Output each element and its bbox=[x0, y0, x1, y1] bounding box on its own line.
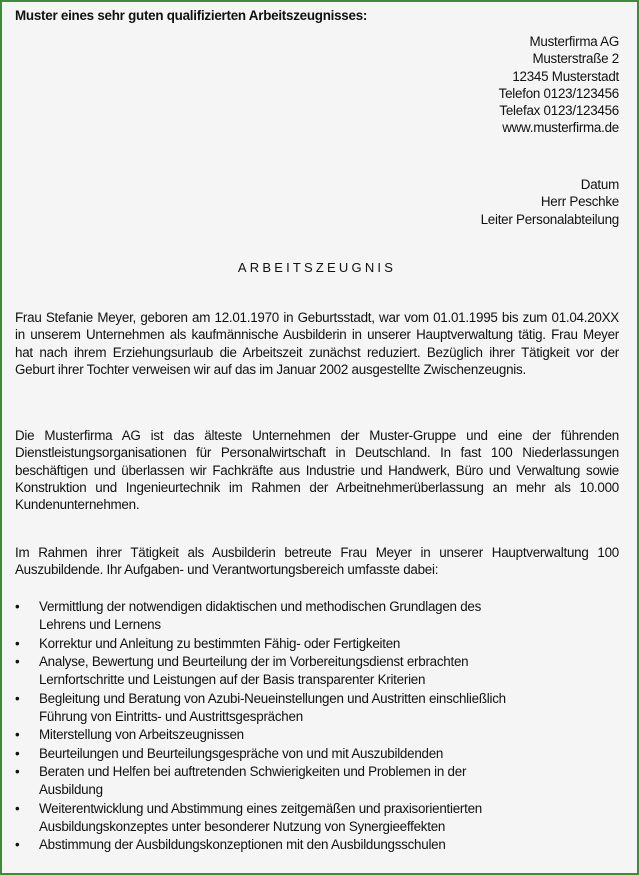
list-item bbox=[15, 635, 619, 653]
document-heading: ARBEITSZEUGNIS bbox=[237, 260, 397, 275]
list-item bbox=[15, 745, 619, 763]
list-item bbox=[15, 836, 619, 854]
list-item-text: Abstimmung der Ausbildungskonzeptionen mit den Ausbildungsschulen bbox=[39, 837, 446, 852]
bullet-icon: • bbox=[15, 764, 20, 779]
company-address bbox=[15, 33, 619, 137]
paragraph-tasks-intro: Im Rahmen ihrer Tätigkeit als Ausbilderin betreute Frau Meyer in unserer Hauptverwaltung 100 Auszubildende. Ihr Aufgaben- und Verantwortungsbereich umfasste dabei: bbox=[15, 545, 619, 578]
company-street: Musterstraße 2 bbox=[532, 51, 619, 67]
signature-block bbox=[15, 176, 619, 228]
bullet-icon: • bbox=[15, 599, 20, 614]
bullet-icon: • bbox=[15, 654, 20, 669]
bullet-icon: • bbox=[15, 727, 20, 742]
list-item-text: Lernfortschritte und Leistungen auf der Basis transparenter Kriterien bbox=[39, 672, 426, 687]
list-item-text: Weiterentwicklung und Abstimmung eines zeitgemäßen und praxisorientierten bbox=[39, 800, 482, 816]
bullet-icon: • bbox=[15, 635, 20, 651]
list-item bbox=[15, 726, 619, 744]
company-city: 12345 Musterstadt bbox=[512, 68, 619, 84]
list-item bbox=[15, 800, 619, 836]
list-item bbox=[15, 763, 619, 799]
list-item bbox=[15, 598, 619, 634]
list-item-text: Begleitung und Beratung von Azubi-Neueinstellungen und Austritten einschließlich bbox=[39, 690, 506, 706]
list-item bbox=[15, 690, 619, 726]
list-item bbox=[15, 653, 619, 689]
date-label: Datum bbox=[580, 177, 619, 192]
company-phone: Telefon 0123/123456 bbox=[498, 85, 619, 101]
paragraph-intro: Frau Stefanie Meyer, geboren am 12.01.1970 in Geburtsstadt, war vom 01.01.1995 bis zum 01.04.20XX in unserem Unternehmen als kaufmännische Ausbilderin in unserer Hauptverwaltung tätig. Frau Meyer hat nach ihrem Erziehungsurlaub die Arbeitszeit zunächst reduziert. Bezüglich ihrer Tätigkeit vor der Geburt ihrer Tochter verweisen wir auf das im Januar 2002 ausgestellte Zwischenzeugnis. bbox=[15, 310, 619, 377]
bullet-icon: • bbox=[15, 837, 20, 852]
list-item-text: Ausbildung bbox=[39, 782, 103, 797]
list-item-text: Miterstellung von Arbeitszeugnissen bbox=[39, 727, 244, 742]
bullet-icon: • bbox=[15, 800, 20, 816]
company-website: www.musterfirma.de bbox=[502, 120, 619, 136]
bullet-icon: • bbox=[15, 690, 20, 706]
company-fax: Telefax 0123/123456 bbox=[499, 103, 619, 119]
list-item-text: Analyse, Bewertung und Beurteilung der im Vorbereitungsdienst erbrachten bbox=[39, 654, 469, 669]
list-item-text: Ausbildungskonzeptes unter besonderer Nutzung von Synergieeffekten bbox=[39, 818, 446, 834]
list-item-text: Beraten und Helfen bei auftretenden Schwierigkeiten und Problemen in der bbox=[39, 764, 467, 779]
company-name: Musterfirma AG bbox=[529, 34, 619, 49]
bullet-icon: • bbox=[15, 745, 20, 761]
list-item-text: Führung von Eintritts- und Austrittsgesprächen bbox=[39, 708, 303, 724]
signer-role: Leiter Personalabteilung bbox=[480, 211, 619, 227]
list-item-text: Beurteilungen und Beurteilungsgespräche von und mit Auszubildenden bbox=[39, 745, 444, 761]
list-item-text: Korrektur und Anleitung zu bestimmten Fähig- oder Fertigkeiten bbox=[39, 635, 401, 651]
list-item-text: Lehrens und Lernens bbox=[39, 617, 161, 632]
task-list bbox=[15, 598, 619, 855]
document-title: Muster eines sehr guten qualifizierten Arbeitszeugnisses: bbox=[15, 8, 368, 23]
paragraph-company: Die Musterfirma AG ist das älteste Unternehmen der Muster-Gruppe und eine der führenden Dienstleistungsorganisationen für Personalwirtschaft in Deutschland. In fast 100 Niederlassungen beschäftigen und überlassen wir Fachkräfte aus Industrie und Handwerk, Büro und Verwaltung sowie Konstruktion und Ingenieurtechnik im Rahmen der Arbeitnehmerüberlassung an mehr als 10.000 Kundenunternehmen. bbox=[15, 428, 619, 513]
list-item-text: Vermittlung der notwendigen didaktischen und methodischen Grundlagen des bbox=[39, 599, 482, 614]
signer-name: Herr Peschke bbox=[540, 194, 619, 210]
